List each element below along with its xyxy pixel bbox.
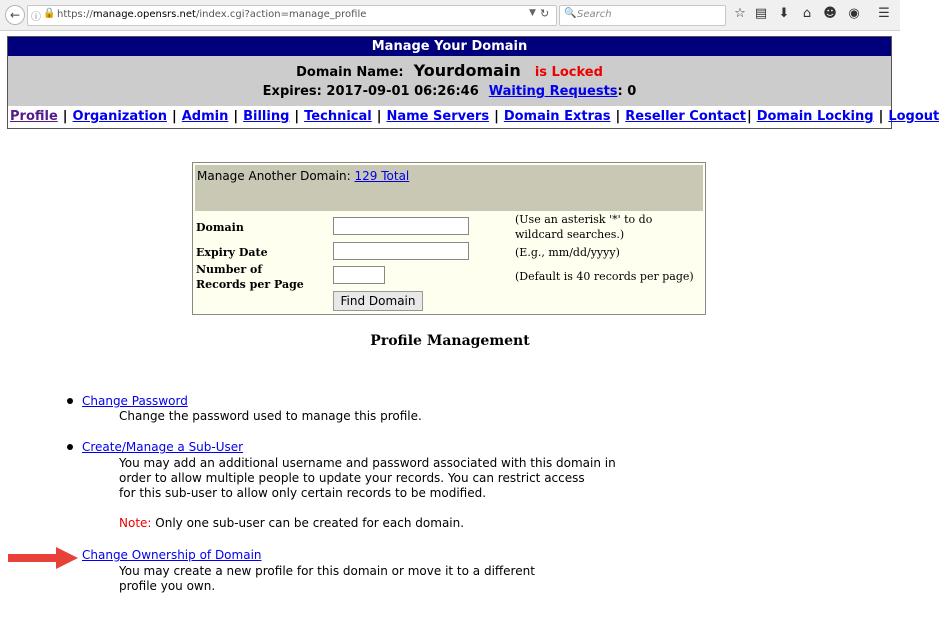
find-domain-button[interactable]: Find Domain [333,291,423,311]
records-per-page-input[interactable] [333,266,385,284]
search-icon: 🔍 [564,8,577,19]
url-text: https://manage.opensrs.net/index.cgi?action=manage_profile [57,9,367,20]
manage-another-header [195,165,703,211]
waiting-requests-link[interactable]: Waiting Requests [488,84,618,99]
domain-header [7,36,939,129]
bookmark-star-icon[interactable]: ☆ [734,6,746,21]
nav-name-servers[interactable]: Name Servers [386,109,490,124]
domain-input[interactable] [333,217,469,235]
nav-profile[interactable]: Profile [10,109,58,124]
nav-billing[interactable]: Billing [243,109,290,124]
bullet-icon [67,398,73,404]
note-text: Only one sub-user can be created for each domain. [155,516,465,530]
download-icon[interactable]: ⬇ [778,6,790,21]
nav-admin[interactable]: Admin [181,109,229,124]
back-button[interactable]: ← [5,5,25,25]
domain-name-label: Domain Name: [296,65,404,80]
change-password-link[interactable]: Change Password [82,394,188,408]
change-ownership-link[interactable]: Change Ownership of Domain [82,548,262,562]
page-title: Manage Your Domain [8,37,891,56]
nav-technical[interactable]: Technical [304,109,372,124]
reading-list-icon[interactable]: ▤ [754,6,768,21]
total-domains-link[interactable]: 129 Total [354,169,410,183]
menu-icon[interactable]: ☰ [878,6,890,21]
url-bar[interactable] [27,5,557,26]
search-bar[interactable] [559,5,726,26]
domain-label: Domain [196,221,244,234]
domain-hint: (Use an asterisk '*' to do wildcard searches.) [515,213,653,241]
nav-reseller-contact[interactable]: Reseller Contact [625,109,746,124]
manage-another-label: Manage Another Domain: 129 Total [197,169,410,183]
lock-status: is Locked [534,65,603,80]
domain-search-form [192,162,706,315]
nav-domain-locking[interactable]: Domain Locking [756,109,874,124]
sub-user-desc: You may add an additional username and password associated with this domain in order to allow multiple people to update your records. You can restrict access for this sub-user to allow only certain records to be modified. Note: Only one sub-user can be created for each domain. [119,456,616,530]
expiry-date-hint: (E.g., mm/dd/yyyy) [515,246,620,259]
records-per-page-hint: (Default is 40 records per page) [515,270,694,283]
records-per-page-label: Number of Records per Page [196,263,304,291]
dropdown-icon[interactable]: ▼ [529,8,536,18]
pocket-icon[interactable]: ◉ [848,6,860,21]
lock-icon: 🔒 [43,8,56,19]
profile-management-title: Profile Management [370,333,530,349]
expires-value: 2017-09-01 06:26:46 [326,84,479,99]
nav-domain-extras[interactable]: Domain Extras [503,109,611,124]
expiry-date-input[interactable] [333,242,469,260]
bullet-icon [67,444,73,450]
home-icon[interactable]: ⌂ [802,6,812,21]
domain-name: Yourdomain [413,61,521,80]
red-arrow-icon [8,547,78,569]
nav-logout[interactable]: Logout [888,109,939,124]
change-ownership-desc: You may create a new profile for this domain or move it to a different profile you own. [119,564,535,593]
sub-user-link[interactable]: Create/Manage a Sub-User [82,440,244,454]
search-placeholder: Search [577,9,612,20]
domain-info [8,56,891,106]
browser-toolbar [0,0,900,31]
reload-icon[interactable]: ↻ [540,7,550,20]
chat-icon[interactable]: ☻ [823,6,837,21]
domain-name-row [8,61,891,80]
info-icon[interactable]: ⓘ [31,12,41,23]
expiry-date-label: Expiry Date [196,246,268,259]
expires-row [8,84,891,99]
note-label: Note: [119,516,152,530]
expires-label: Expires: [262,84,322,99]
change-password-desc: Change the password used to manage this profile. [119,409,422,423]
waiting-requests-count: : 0 [617,84,637,99]
nav-bar: Profile | Organization | Admin | Billing | Technical | Name Servers | Domain Extras | Reseller Contact| Domain Locking | Logout [8,106,891,128]
nav-organization[interactable]: Organization [72,109,167,124]
